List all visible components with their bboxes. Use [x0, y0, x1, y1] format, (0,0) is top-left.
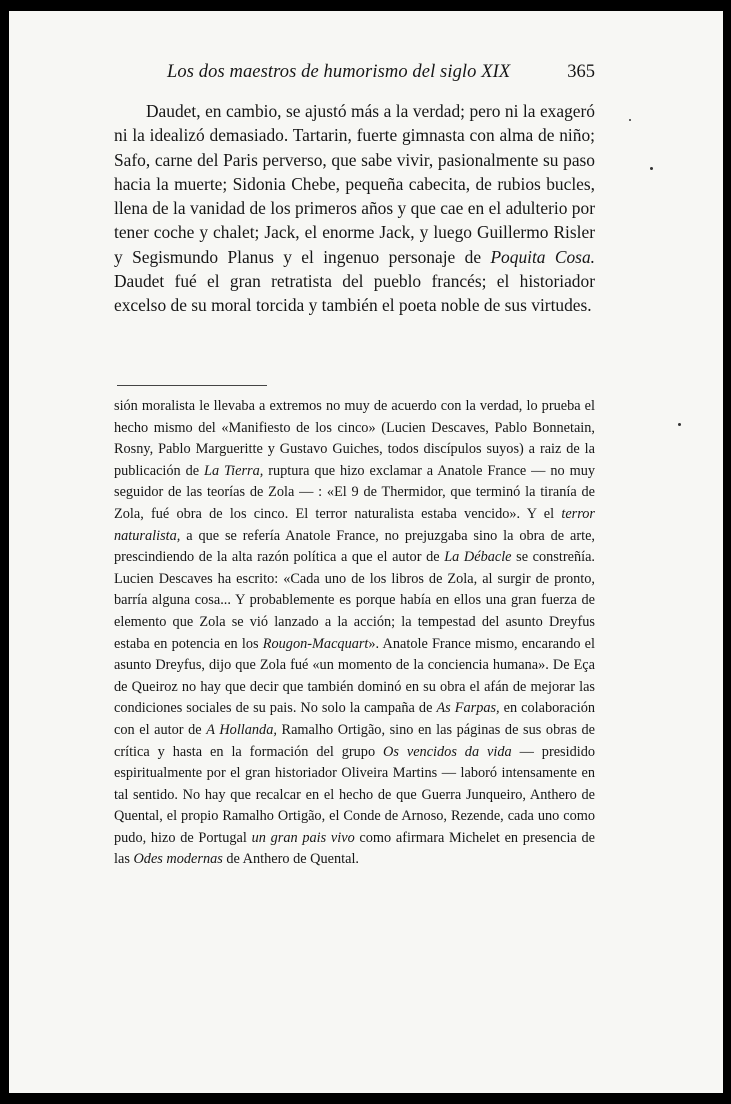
footnote-text: de Anthero de Quental.: [222, 851, 360, 868]
footnote-text: Ramalho Ortigão, sino en las páginas de sus obras de crítica y hasta en la formación del grupo: [114, 721, 595, 760]
footnote: [114, 396, 595, 871]
footnote-paragraph: [114, 396, 595, 871]
footnote-italic: La Tierra,: [204, 462, 264, 479]
running-head: [167, 62, 595, 86]
footnote-text: sión moralista le llevaba a extremos no muy de acuerdo con la verdad, lo prueba el hecho mismo del «Manifiesto de los cinco» (Lucien Descaves, Pablo Bonnetain, Rosny, Pablo Margueritte y Gustavo Guiches, todos discípulos suyos) a raiz de la publicación de: [114, 398, 595, 479]
running-title: Los dos maestros de humorismo del siglo XIX: [167, 62, 511, 82]
footnote-text: ruptura que hizo exclamar a Anatole France — no muy seguidor de las teorías de Zola — : «El 9 de Thermidor, que terminó la tiranía de Zola, fué obra de los cinco. El terror naturalista estaba vencido». Y el: [114, 462, 595, 522]
footnote-italic: Odes modernas: [133, 851, 223, 868]
paragraph-text: Daudet fué el gran retratista del pueblo francés; el historiador excelso de su moral torcida y también el poeta noble de sus virtudes.: [114, 271, 595, 316]
main-text: [114, 99, 595, 318]
footnote-italic: Os vencidos da vida: [383, 743, 512, 760]
footnote-separator: [117, 385, 267, 386]
footnote-italic: un gran pais vivo: [251, 829, 355, 846]
paper-speck: [650, 167, 653, 170]
title-italic: Poquita Cosa.: [490, 246, 595, 267]
footnote-italic: Rougon-Macquart: [262, 635, 369, 652]
footnote-text: — presidido espiritualmente por el gran historiador Oliveira Martins — laboró intensamente en tal sentido. No hay que recalcar en el hecho de que Guerra Junqueiro, Anthero de Quental, el propio Ramalho Ortigão, el Conde de Arnoso, Rezende, cada uno como pudo, hizo de Portugal: [114, 743, 596, 846]
body-paragraph: [114, 99, 595, 318]
footnote-text: se constreñía. Lucien Descaves ha escrito: «Cada uno de los libros de Zola, al surgir de pronto, barría alguna cosa... Y probablemente es porque había en ellos una gran fuerza de elemento que Zola se vió lanzado a la acción; la tempestad del asunto Dreyfus estaba en potencia en los: [114, 549, 595, 652]
footnote-italic: As Farpas,: [436, 700, 500, 717]
footnote-italic: La Débacle: [444, 549, 512, 566]
footnote-italic: A Hollanda,: [206, 721, 277, 738]
book-page: [9, 11, 723, 1093]
footnote-italic: terror naturalista,: [114, 505, 595, 544]
paragraph-text: Daudet, en cambio, se ajustó más a la verdad; pero ni la exageró ni la idealizó demasiado. Tartarin, fuerte gimnasta con alma de niño; Safo, carne del Paris perverso, que sabe vivir, pasionalmente su paso hacia la muerte; Sidonia Chebe, pequeña cabecita, de rubios bucles, llena de la vanidad de los primeros años y que cae en el adulterio por tener coche y chalet; Jack, el enorme Jack, y luego Guillermo Risler y Segismundo Planus y el ingenuo personaje de: [114, 101, 595, 267]
footnote-text: a que se refería Anatole France, no prejuzgaba sino la obra de arte, prescindiendo de la alta razón política a que el autor de: [114, 527, 595, 566]
footnote-text: como afirmara Michelet en presencia de las: [114, 829, 595, 868]
page-number: 365: [567, 62, 595, 82]
footnote-text: ». Anatole France mismo, encarando el asunto Dreyfus, dijo que Zola fué «un momento de la conciencia humana». De Eça de Queiroz no hay que decir que también dominó en su obra el afán de mejorar las condiciones sociales de su pais. No solo la campaña de: [114, 635, 595, 717]
paper-speck: [629, 119, 631, 121]
paper-speck: [678, 423, 681, 426]
footnote-text: en colaboración con el autor de: [114, 700, 595, 738]
